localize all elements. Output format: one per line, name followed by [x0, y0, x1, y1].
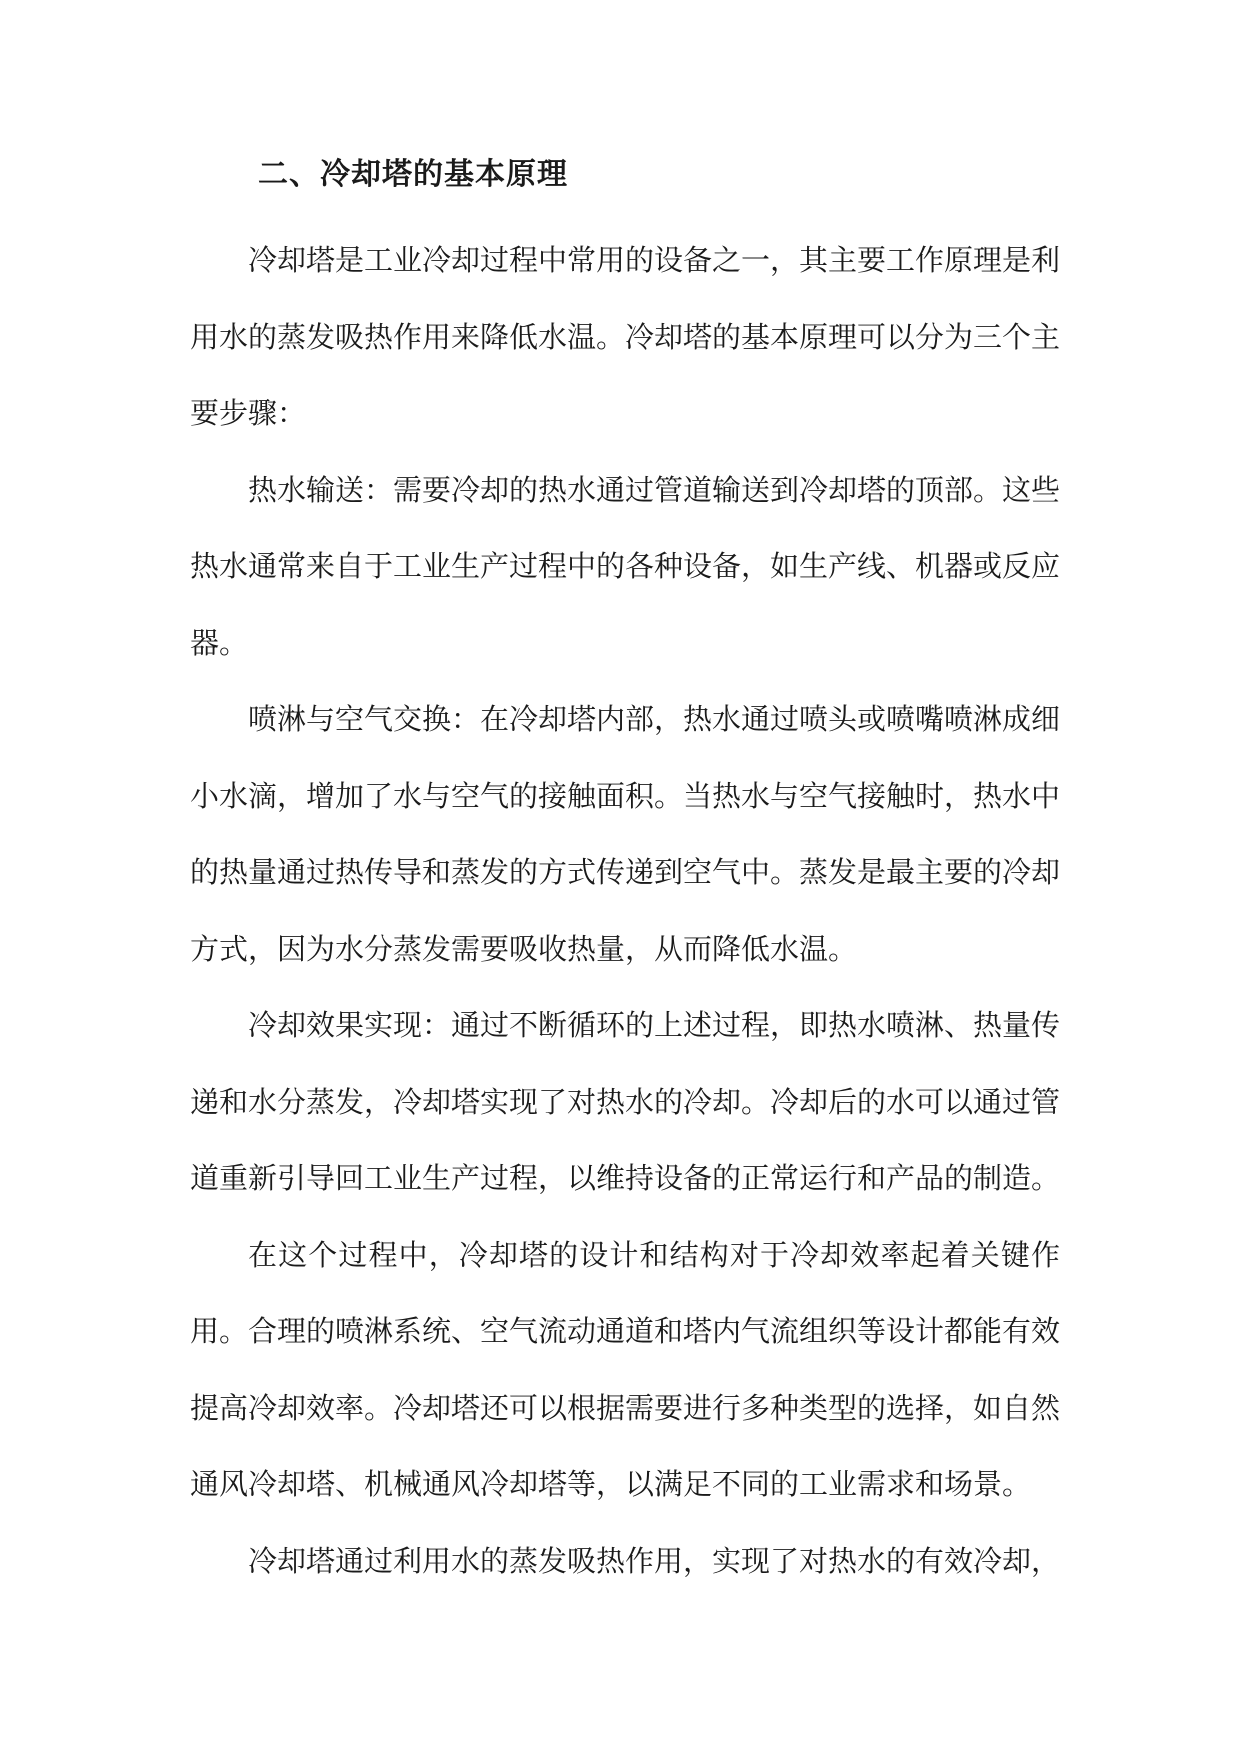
section-heading: 二、冷却塔的基本原理	[258, 157, 568, 192]
paragraph-conclusion: 冷却塔通过利用水的蒸发吸热作用，实现了对热水的有效冷却，	[248, 1543, 1061, 1578]
paragraph-cooling-effect: 冷却效果实现：通过不断循环的上述过程，即热水喷淋、热量传递和水分蒸发，冷却塔实现了对热水的冷却。冷却后的水可以通过管道重新引导回工业生产过程，以维持设备的正常运行和产品的制造。	[190, 1008, 1061, 1195]
document-body	[190, 222, 1060, 1599]
paragraph-design-structure: 在这个过程中，冷却塔的设计和结构对于冷却效率起着关键作用。合理的喷淋系统、空气流动通道和塔内气流组织等设计都能有效提高冷却效率。冷却塔还可以根据需要进行多种类型的选择，如自然通风冷却塔、机械通风冷却塔等，以满足不同的工业需求和场景。	[190, 1237, 1061, 1501]
paragraph-intro: 冷却塔是工业冷却过程中常用的设备之一，其主要工作原理是利用水的蒸发吸热作用来降低水温。冷却塔的基本原理可以分为三个主要步骤：	[190, 243, 1061, 430]
paragraph-spray-air-exchange: 喷淋与空气交换：在冷却塔内部，热水通过喷头或喷嘴喷淋成细小水滴，增加了水与空气的接触面积。当热水与空气接触时，热水中的热量通过热传导和蒸发的方式传递到空气中。蒸发是最主要的冷却方式，因为水分蒸发需要吸收热量，从而降低水温。	[190, 702, 1061, 966]
paragraph-hot-water-delivery: 热水输送：需要冷却的热水通过管道输送到冷却塔的顶部。这些热水通常来自于工业生产过程中的各种设备，如生产线、机器或反应器。	[190, 472, 1061, 660]
